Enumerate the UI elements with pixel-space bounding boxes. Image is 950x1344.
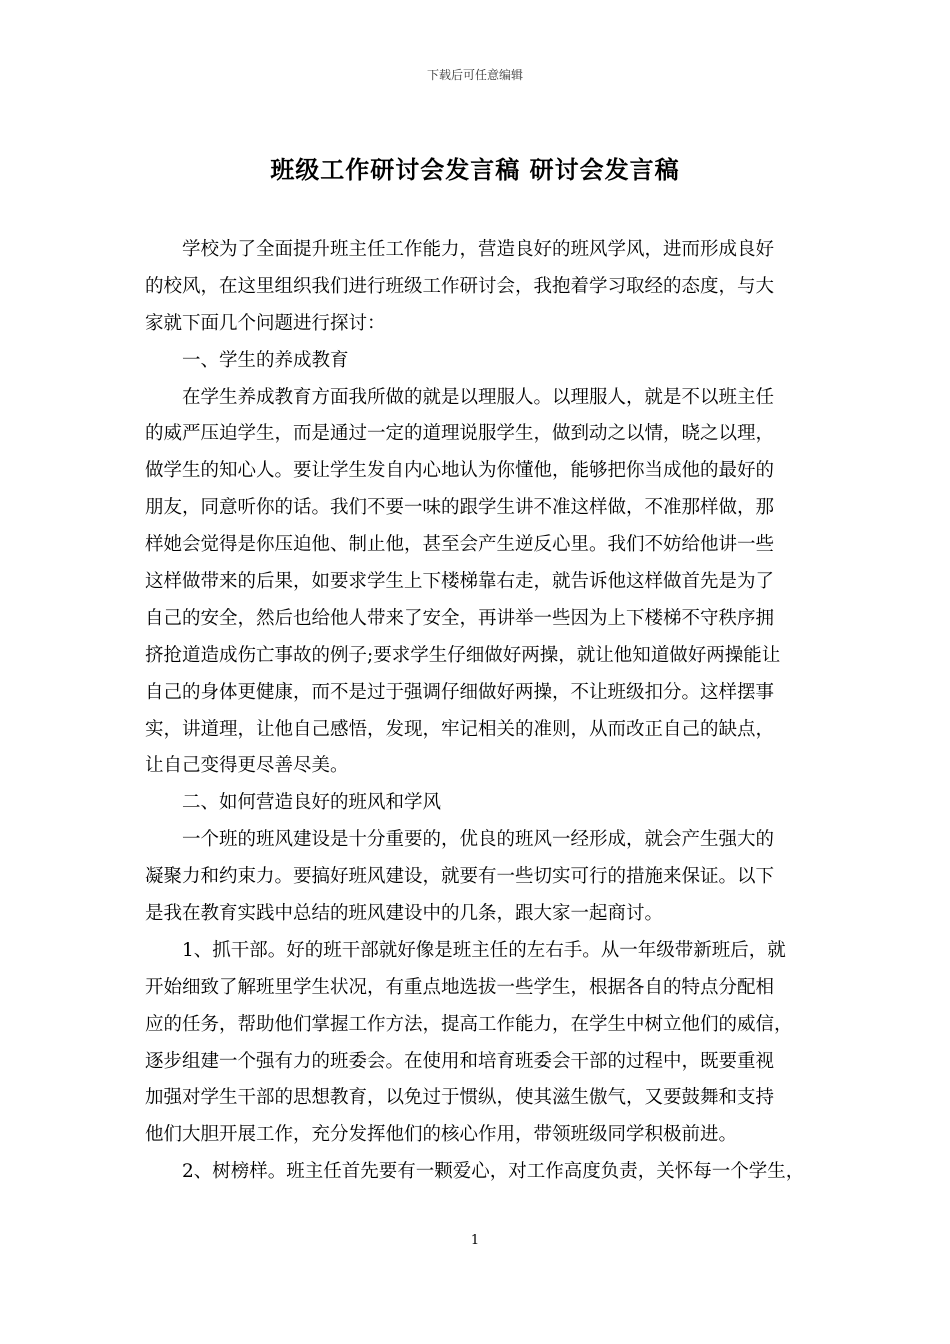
text-line: 朋友，同意听你的话。我们不要一味的跟学生讲不准这样做，不准那样做，那 [145, 497, 775, 519]
text-line: 应的任务，帮助他们掌握工作方法，提高工作能力，在学生中树立他们的威信， [145, 1013, 793, 1035]
page-number: 1 [470, 1233, 480, 1248]
text-line: 一个班的班风建设是十分重要的，优良的班风一经形成，就会产生强大的 [182, 829, 775, 851]
text-line: 做学生的知心人。要让学生发自内心地认为你懂他，能够把你当成他的最好的 [145, 460, 775, 482]
document-title: 班级工作研讨会发言稿 研讨会发言稿 [270, 155, 680, 184]
text-line: 自己的身体更健康，而不是过于强调仔细做好两操，不让班级扣分。这样摆事 [145, 681, 775, 703]
header-note: 下载后可任意编辑 [426, 68, 523, 82]
text-line: 家就下面几个问题进行探讨： [145, 312, 386, 334]
text-line: 在学生养成教育方面我所做的就是以理服人。以理服人，就是不以班主任 [182, 386, 775, 408]
text-line: 是我在教育实践中总结的班风建设中的几条，跟大家一起商讨。 [145, 903, 664, 925]
text-line: 他们大胆开展工作，充分发挥他们的核心作用，带领班级同学积极前进。 [145, 1124, 738, 1146]
text-line: 学校为了全面提升班主任工作能力，营造良好的班风学风，进而形成良好 [182, 239, 775, 260]
document-body [145, 232, 813, 1191]
text-line: 的威严压迫学生，而是通过一定的道理说服学生，做到动之以情，晓之以理， [145, 423, 775, 445]
text-line: 逐步组建一个强有力的班委会。在使用和培育班委会干部的过程中，既要重视 [145, 1050, 775, 1072]
text-line: 的校风，在这里组织我们进行班级工作研讨会，我抱着学习取经的态度，与大 [145, 275, 775, 297]
text-line: 这样做带来的后果，如要求学生上下楼梯靠右走，就告诉他这样做首先是为了 [145, 571, 775, 593]
text-line: 挤抢道造成伤亡事故的例子;要求学生仔细做好两操，就让他知道做好两操能让 [145, 644, 781, 666]
text-line: 让自己变得更尽善尽美。 [145, 755, 349, 777]
text-line: 2、树榜样。班主任首先要有一颗爱心，对工作高度负责，关怀每一个学生， [182, 1161, 805, 1183]
text-line: 加强对学生干部的思想教育，以免过于惯纵，使其滋生傲气，又要鼓舞和支持 [145, 1087, 775, 1109]
text-line: 自己的安全，然后也给他人带来了安全，再讲举一些因为上下楼梯不守秩序拥 [145, 607, 775, 629]
text-line: 1、抓干部。好的班干部就好像是班主任的左右手。从一年级带新班后，就 [182, 939, 786, 961]
text-line: 一、学生的养成教育 [182, 349, 349, 371]
text-line: 样她会觉得是你压迫他、制止他，甚至会产生逆反心里。我们不妨给他讲一些 [145, 534, 775, 556]
text-line: 实，讲道理，让他自己感悟，发现，牢记相关的准则，从而改正自己的缺点， [145, 718, 775, 740]
text-line: 凝聚力和约束力。要搞好班风建设，就要有一些切实可行的措施来保证。以下 [145, 866, 775, 888]
text-line: 二、如何营造良好的班风和学风 [182, 792, 442, 814]
text-line: 开始细致了解班里学生状况，有重点地选拔一些学生，根据各自的特点分配相 [145, 976, 775, 998]
